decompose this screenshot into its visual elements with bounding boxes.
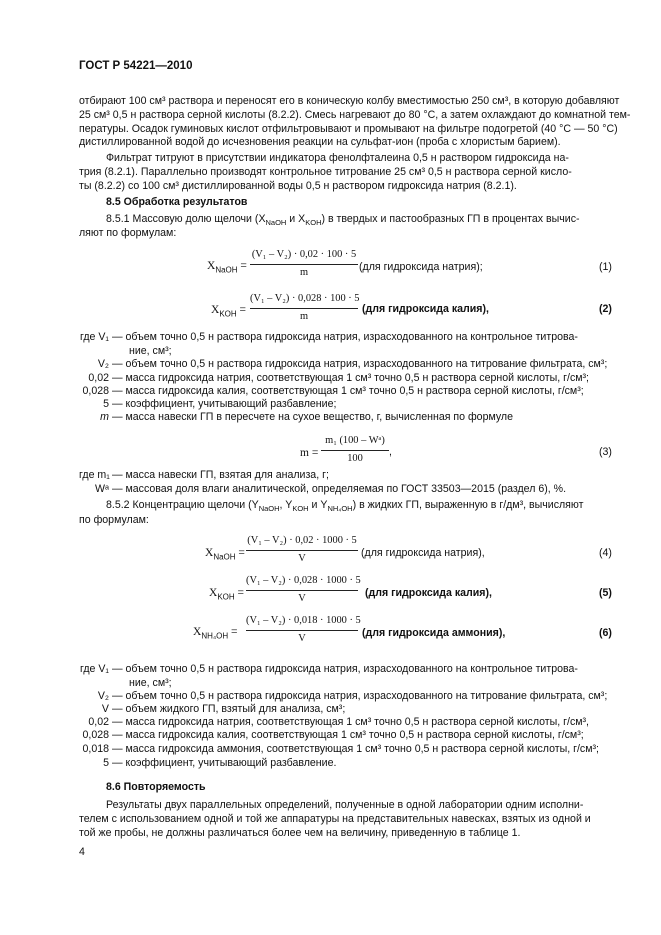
f5-numerator: (V₁ – V₂) · 0,028 · 1000 · 5 [246,575,361,586]
f6-number: (6) [599,627,612,639]
f6-lhs: $X_{NH_4OH}$ = [193,626,238,641]
var1-3: 0,02 — масса гидроксида натрия, соответствующая 1 см³ точно 0,5 н раствора серной кислоты, г/см³; [88,372,590,384]
f2-bar [250,308,358,309]
var3-1: ние, см³; [129,677,172,689]
f1-fraction [250,249,358,281]
p2-line-3: ты (8.2.2) со 100 см³ дистиллированной воды 0,5 н раствором гидроксида натрия (8.2.1). [79,180,517,192]
f4-text: (для гидроксида натрия), [361,547,485,559]
f6-numerator: (V₁ – V₂) · 0,018 · 1000 · 5 [246,615,361,626]
var1-0: где V₁ — объем точно 0,5 н раствора гидроксида натрия, израсходованного на контрольное титрова- [79,331,578,343]
f1-text: (для гидроксида натрия); [359,261,483,273]
f5-text: (для гидроксида калия), [365,587,492,599]
p1-line-2: 25 см³ 0,5 н раствора серной кислоты (8.2.2). Смесь нагревают до 80 °С, а затем охлаждают до комнатной тем- [79,109,631,121]
f4-fraction [246,535,358,567]
f3-bar [321,450,389,451]
f2-lhs: $X_{KOH}$ = [211,304,247,319]
f4-bar [246,550,358,551]
var3-2: V₂ — объем точно 0,5 н раствора гидроксида натрия, израсходованного на титрование фильтрата, см³; [97,690,608,702]
var1-6: m — масса навески ГП в пересчете на сухое вещество, г, вычисленная по формуле [100,411,514,423]
var1-5: 5 — коэффициент, учитывающий разбавление; [103,398,337,410]
p2-line-2: трия (8.2.1). Параллельно производят контрольное титрование 25 см³ 0,5 н раствора серной кисло- [79,166,572,178]
var2-0: где m₁ — масса навески ГП, взятая для анализа, г; [79,469,329,481]
f1-lhs: $X_{NaOH}$ = [207,260,247,275]
f3-fraction [321,435,389,467]
var2-1: Wᵃ — массовая доля влаги аналитической, определяемая по ГОСТ 33503—2015 (раздел 6), %. [95,483,567,495]
var3-3: V — объем жидкого ГП, взятый для анализа, см³; [101,703,346,715]
f5-number: (5) [599,587,612,599]
p1-line-3: пературы. Осадок гуминовых кислот отфильтровывают и промывают на фильтре подогретой (40 °С — 50 °С) [79,123,618,135]
var3-6: 0,018 — масса гидроксида аммония, соответствующая 1 см³ точно 0,5 н раствора серной кислоты, г/см³; [82,743,599,755]
var3-5: 0,028 — масса гидроксида калия, соответствующая 1 см³ точно 0,5 н раствора серной кислоты, г/см³; [82,729,584,741]
f1-number: (1) [599,261,612,273]
s851-line-1: 8.5.1 Массовую долю щелочи ($X_{NaOH}$ и $X_{KOH}$) в твердых и пастообразных ГП в процентах вычис- [106,213,580,228]
var3-4: 0,02 — масса гидроксида натрия, соответствующая 1 см³ точно 0,5 н раствора серной кислоты, г/см³, [88,716,590,728]
p3-line-2: телем с использованием одной и той же аппаратуры на представительных навесках, взятых из одной и [79,813,591,825]
f6-text: (для гидроксида аммония), [362,627,506,639]
s852-line-2: по формулам: [79,514,149,526]
f4-number: (4) [599,547,612,559]
f5-lhs: $X_{KOH}$ = [209,587,245,602]
f1-numerator: (V₁ – V₂) · 0,02 · 100 · 5 [251,249,357,260]
f4-numerator: (V₁ – V₂) · 0,02 · 1000 · 5 [247,535,357,546]
section-8-6-title: 8.6 Повторяемость [106,781,206,793]
f3-text: , [389,446,392,458]
f2-fraction [250,293,358,325]
doc-header: ГОСТ Р 54221—2010 [79,60,193,72]
f2-denominator: m [299,311,309,322]
f6-denominator: V [298,633,306,644]
f1-bar [250,264,358,265]
f4-denominator: V [298,553,306,564]
page-number: 4 [79,846,85,858]
f5-denominator: V [298,593,306,604]
section-8-5-title: 8.5 Обработка результатов [106,196,248,208]
var3-0: где V₁ — объем точно 0,5 н раствора гидроксида натрия, израсходованного на контрольное титрова- [79,663,578,675]
s851-line-2: ляют по формулам: [79,227,177,239]
p1-line-1: отбирают 100 см³ раствора и переносят его в коническую колбу вместимостью 250 см³, в которую добавляют [79,95,620,107]
f2-text: (для гидроксида калия), [362,303,489,315]
p2-line-1: Фильтрат титруют в присутствии индикатора фенолфталеина 0,5 н раствором гидроксида на- [106,152,569,164]
f6-fraction [246,615,361,647]
f4-lhs: $X_{NaOH}$ = [205,547,245,562]
var1-2: V₂ — объем точно 0,5 н раствора гидроксида натрия, израсходованного на титрование фильтрата, см³; [97,358,608,370]
f3-denominator: 100 [347,453,363,464]
p3-line-1: Результаты двух параллельных определений, полученные в одной лаборатории одним исполни- [106,799,584,811]
var1-4: 0,028 — масса гидроксида калия, соответствующая 1 см³ точно 0,5 н раствора серной кислоты, г/см³; [82,385,584,397]
f1-denominator: m [299,267,309,278]
f5-bar [246,590,358,591]
f3-lhs: m = [300,447,319,459]
var3-7: 5 — коэффициент, учитывающий разбавление. [103,757,337,769]
f5-fraction [246,575,361,607]
f2-number: (2) [599,303,612,315]
var1-1: ние, см³; [129,345,172,357]
p1-line-4: дистиллированной водой до исчезновения реакции на сульфат-ион (проба с хлористым барием). [79,136,561,148]
f3-number: (3) [599,446,612,458]
s852-line-1: 8.5.2 Концентрацию щелочи ($Y_{NaOH}$, $Y_{KOH}$ и $Y_{NH_4OH}$) в жидких ГП, выраженную в г/дм³, вычисляют [106,499,584,514]
f6-bar [246,630,358,631]
p3-line-3: той же пробы, не должны различаться более чем на величину, приведенную в таблице 1. [79,827,521,839]
f2-numerator: (V₁ – V₂) · 0,028 · 100 · 5 [250,293,360,304]
f3-numerator: m₁ (100 – Wᵃ) [325,435,385,446]
